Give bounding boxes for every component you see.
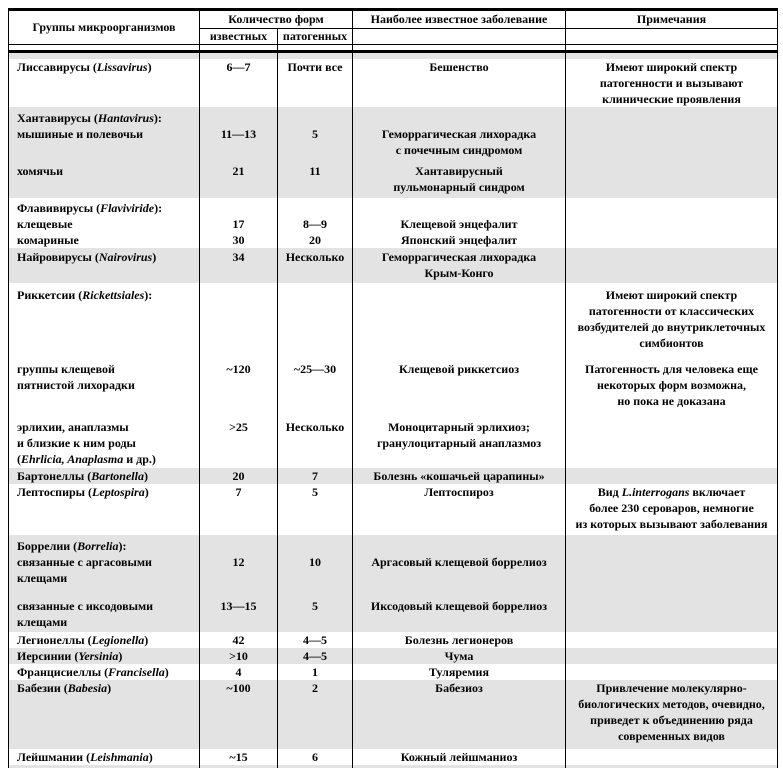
table-row-lissavirus [9,59,777,107]
cell-group [9,283,200,361]
cell-disease [353,664,566,680]
cell-pathogenic-count: 5 [278,126,353,158]
text-line: более 230 сероваров, немногие [589,501,754,515]
cell-pathogenic-count: 4—5 [278,632,353,648]
table-row-francisella [9,664,777,680]
text-line: биологических методов, очевидно, [578,697,765,711]
cell-group [9,198,200,216]
text-line: Вид L.interrogans включает [597,485,746,499]
text-line: хомячьи [17,164,64,178]
text-line: Чума [444,649,474,663]
text-line: Клещевой риккетсиоз [398,362,520,376]
cell-notes [566,59,777,107]
table-row-spotted-fever-group [9,361,777,419]
header-disease-empty-subcell [353,29,566,45]
header-group-column: Группы микроорганизмов [9,11,200,45]
cell-notes [566,468,777,484]
cell-group [9,468,200,484]
text-line: Кожный лейшманиоз [400,750,518,764]
text-line: Болезнь «кошачьей царапины» [373,469,545,483]
cell-disease [353,283,566,361]
cell-known-count [200,283,278,361]
table-row-flavivirus-mosquito [9,232,777,248]
cell-disease [353,361,566,419]
cell-pathogenic-count: 10 [278,554,353,598]
text-line: Привлечение молекулярно- [596,681,747,695]
cell-group [9,632,200,648]
cell-notes [566,158,777,198]
text-line: Имеют широкий спектр [605,288,738,302]
text-line: современных видов [618,729,725,743]
cell-disease [353,158,566,198]
cell-disease [353,535,566,554]
cell-notes [566,198,777,216]
cell-notes [566,107,777,126]
cell-notes [566,632,777,648]
table-row-bartonella [9,468,777,484]
header-notes-column: Примечания [566,11,777,29]
cell-group [9,484,200,535]
cell-notes [566,484,777,535]
text-line: Лептоспироз [424,485,494,499]
cell-group [9,107,200,126]
cell-disease [353,198,566,216]
text-line: Найровирусы (Nairovirus) [17,250,157,264]
cell-group [9,216,200,232]
text-line: патогенности и вызывают [599,76,744,90]
header-pathogenic-subcolumn: патогенных [278,29,353,45]
cell-pathogenic-count: Несколько [278,248,353,283]
cell-notes [566,361,777,419]
text-line: Болезнь легионеров [404,633,514,647]
cell-disease [353,59,566,107]
cell-group [9,598,200,632]
text-line: связанные с аргасовыми [17,555,152,569]
text-line: клещевые [17,217,73,231]
text-line: Патогенность для человека еще [585,362,758,376]
cell-notes [566,248,777,283]
text-line: Хантавирусы (Hantavirus): [17,111,162,125]
table-header [9,11,777,53]
cell-group [9,248,200,283]
cell-pathogenic-count: Несколько [278,419,353,468]
cell-known-count: 7 [200,484,278,535]
text-line: возбудителей до внутриклеточных [577,320,766,334]
cell-group [9,680,200,749]
cell-known-count: 6—7 [200,59,278,107]
text-line: Лиссавирусы (Lissavirus) [17,60,152,74]
cell-group [9,648,200,664]
text-line: Клещевой энцефалит [400,217,518,231]
cell-known-count: 42 [200,632,278,648]
cell-notes [566,554,777,598]
cell-pathogenic-count: Почти все [278,59,353,107]
cell-pathogenic-count: 20 [278,232,353,248]
cell-pathogenic-count: 4—5 [278,648,353,664]
text-line: Бартонеллы (Bartonella) [17,469,148,483]
cell-disease [353,248,566,283]
text-line: мышиные и полевочьи [17,127,144,141]
text-line: Бабезии (Babesia) [17,681,112,695]
text-line: Крым-Конго [424,266,494,280]
cell-group [9,158,200,198]
text-line: Иксодовый клещевой боррелиоз [370,599,548,613]
text-line: симбионтов [639,336,704,350]
cell-pathogenic-count [278,198,353,216]
table-row-rickettsia-header [9,283,777,361]
text-line: из которых вызывают заболевания [575,517,768,531]
table-row-borrelia-ixodes [9,598,777,632]
header-spacer [200,45,278,50]
header-spacer [278,45,353,50]
text-line: пульмонарный синдром [393,180,525,194]
text-line: Хантавирусный [415,164,503,178]
text-line: приведет к объединению ряда [590,713,753,727]
text-line: Бешенство [429,60,489,74]
text-line: гранулоцитарный анаплазмоз [376,436,542,450]
cell-pathogenic-count: 11 [278,158,353,198]
table-row-borrelia-argas [9,554,777,598]
cell-notes [566,419,777,468]
text-line: клещами [17,615,68,629]
text-line: Японский энцефалит [401,233,517,247]
cell-notes [566,232,777,248]
table-row-flavivirus-tick [9,216,777,232]
cell-disease [353,126,566,158]
text-line: Бабезиоз [435,681,483,695]
cell-known-count: 34 [200,248,278,283]
cell-disease [353,216,566,232]
cell-notes [566,598,777,632]
cell-disease [353,632,566,648]
text-line: Иерсинии (Yersinia) [17,649,123,663]
cell-notes [566,648,777,664]
cell-group [9,554,200,598]
cell-pathogenic-count [278,107,353,126]
text-line: Аргасовый клещевой боррелиоз [371,555,547,569]
text-line: пятнистой лихорадки [17,378,135,392]
cell-pathogenic-count [278,283,353,361]
cell-known-count: ~120 [200,361,278,419]
cell-notes [566,283,777,361]
table-row-hantavirus-mouse [9,126,777,158]
cell-pathogenic-count: 2 [278,680,353,749]
cell-pathogenic-count [278,535,353,554]
cell-group [9,535,200,554]
table-row-leptospira [9,484,777,535]
text-line: Флавивирусы (Flaviviride): [17,201,163,215]
cell-known-count: >10 [200,648,278,664]
cell-known-count: 12 [200,554,278,598]
cell-pathogenic-count: 6 [278,749,353,765]
cell-known-count [200,198,278,216]
table-row-hantavirus-header [9,107,777,126]
cell-notes [566,126,777,158]
cell-known-count: 30 [200,232,278,248]
text-line: Боррелии (Borrelia): [17,539,127,553]
text-line: комариные [17,233,79,247]
cell-known-count: 17 [200,216,278,232]
text-line: Геморрагическая лихорадка [381,250,537,264]
table-body [9,53,777,768]
text-line: патогенности от классических [588,304,755,318]
table-row-flavivirus-header [9,198,777,216]
table-row-leishmania [9,749,777,765]
cell-pathogenic-count: 1 [278,664,353,680]
cell-group [9,664,200,680]
cell-known-count [200,535,278,554]
microorganisms-table [8,8,778,768]
header-spacer [566,45,777,50]
text-line: Риккетсии (Rickettsiales): [17,288,153,302]
table-row-borrelia-header [9,535,777,554]
cell-known-count: 11—13 [200,126,278,158]
cell-known-count: ~15 [200,749,278,765]
text-line: Имеют широкий спектр [605,60,738,74]
cell-disease [353,232,566,248]
text-line: Туляремия [429,665,489,679]
cell-known-count: 20 [200,468,278,484]
cell-disease [353,468,566,484]
cell-notes [566,664,777,680]
table-row-nairovirus [9,248,777,283]
cell-known-count: >25 [200,419,278,468]
cell-disease [353,554,566,598]
table-row-yersinia [9,648,777,664]
table-row-legionella [9,632,777,648]
text-line: и близкие к ним роды [17,436,136,450]
cell-notes [566,680,777,749]
cell-pathogenic-count: 5 [278,484,353,535]
header-forms-count: Количество форм [200,11,353,29]
cell-disease [353,598,566,632]
cell-group [9,126,200,158]
header-spacer [353,45,566,50]
cell-group [9,232,200,248]
text-line: Францисиеллы (Francisella) [17,665,169,679]
cell-group [9,749,200,765]
table-row-babesia [9,680,777,749]
text-line: (Ehrlicia, Anaplasma и др.) [17,452,156,466]
cell-group [9,419,200,468]
text-line: Лейшмании (Leishmania) [17,750,153,764]
cell-pathogenic-count: 5 [278,598,353,632]
header-notes-empty-subcell [566,29,777,45]
text-line: с почечным синдромом [395,143,523,157]
text-line: Моноцитарный эрлихиоз; [388,420,530,434]
cell-notes [566,216,777,232]
text-line: связанные с иксодовыми [17,599,154,613]
cell-known-count: 13—15 [200,598,278,632]
text-line: клещами [17,571,68,585]
cell-known-count [200,107,278,126]
cell-notes [566,749,777,765]
cell-pathogenic-count: 7 [278,468,353,484]
cell-group [9,361,200,419]
cell-disease [353,680,566,749]
cell-pathogenic-count: 8—9 [278,216,353,232]
cell-pathogenic-count: ~25—30 [278,361,353,419]
cell-disease [353,107,566,126]
text-line: группы клещевой [17,362,115,376]
cell-notes [566,535,777,554]
cell-disease [353,484,566,535]
cell-known-count: ~100 [200,680,278,749]
text-line: Лептоспиры (Leptospira) [17,485,149,499]
text-line: Легионеллы (Legionella) [17,633,149,647]
cell-disease [353,419,566,468]
cell-disease [353,749,566,765]
text-line: Геморрагическая лихорадка [381,127,537,141]
header-disease-column: Наиболее известное заболевание [353,11,566,29]
header-known-subcolumn: известных [200,29,278,45]
text-line: клинические проявления [602,92,741,106]
cell-disease [353,648,566,664]
table-row-ehrlichia [9,419,777,468]
text-line: но пока не доказана [617,394,726,408]
cell-group [9,59,200,107]
header-spacer [9,45,200,50]
text-line: эрлихии, анаплазмы [17,420,129,434]
cell-known-count: 21 [200,158,278,198]
table-row-hantavirus-hamster [9,158,777,198]
cell-known-count: 4 [200,664,278,680]
text-line: некоторых форм возможна, [597,378,746,392]
